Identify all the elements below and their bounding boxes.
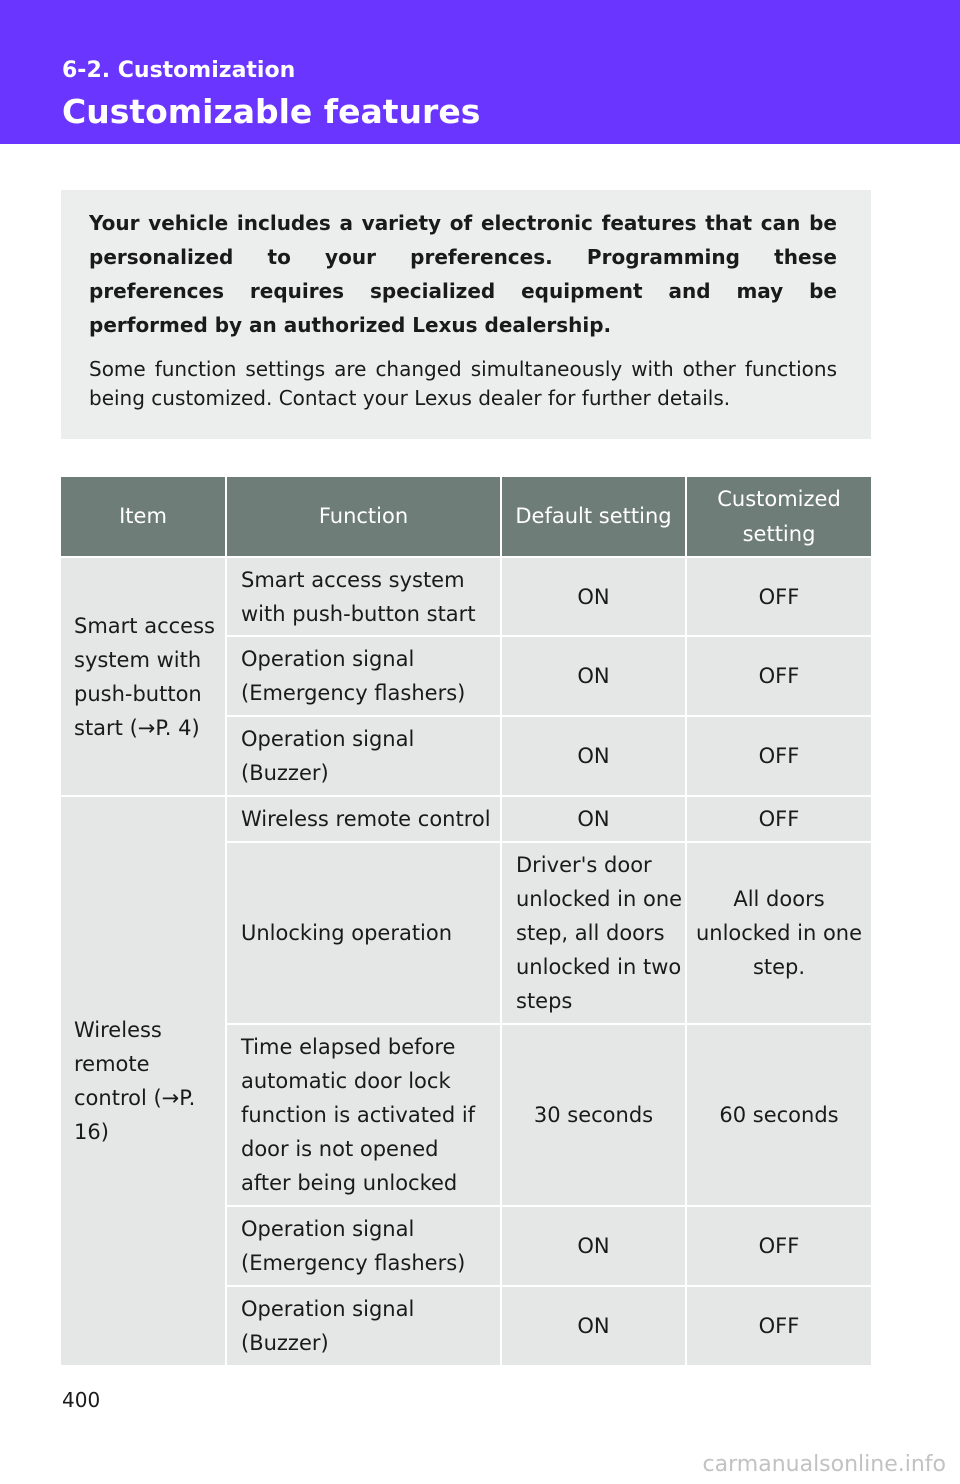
custom-cell: All doors unlocked in one step. <box>686 842 871 1024</box>
chapter-header <box>0 0 960 144</box>
header-default-setting: Default setting <box>501 477 686 557</box>
table-header-row <box>61 477 871 557</box>
custom-cell: OFF <box>686 796 871 842</box>
function-cell: Time elapsed before automatic door lock function is activated if door is not opened after being unlocked <box>226 1024 501 1206</box>
page-number: 400 <box>62 1388 101 1412</box>
default-cell: Driver's door unlocked in one step, all doors unlocked in two steps <box>501 842 686 1024</box>
intro-note: Some function settings are changed simultaneously with other functions being customized. Contact your Lexus dealer for further details. <box>89 357 837 410</box>
table-row <box>61 796 871 842</box>
item-cell-wireless-remote: Wireless remote control (→P. 16) <box>61 796 226 1365</box>
default-cell: ON <box>501 796 686 842</box>
function-cell: Operation signal (Buzzer) <box>226 1286 501 1365</box>
default-cell: ON <box>501 716 686 796</box>
function-cell: Wireless remote control <box>226 796 501 842</box>
custom-cell: OFF <box>686 1286 871 1365</box>
page-title: Customizable features <box>62 92 481 131</box>
header-item: Item <box>61 477 226 557</box>
custom-cell: OFF <box>686 557 871 636</box>
table-row <box>61 557 871 636</box>
features-table <box>61 477 871 1365</box>
default-cell: ON <box>501 636 686 716</box>
custom-cell: OFF <box>686 1206 871 1286</box>
function-cell: Unlocking operation <box>226 842 501 1024</box>
custom-cell: OFF <box>686 636 871 716</box>
function-cell: Operation signal (Emergency flashers) <box>226 1206 501 1286</box>
header-function: Function <box>226 477 501 557</box>
custom-cell: OFF <box>686 716 871 796</box>
intro-text: Your vehicle includes a variety of electronic features that can be personalized to your preferences. Programming these preferences requires specialized equipment and may be performed by an authorized Lexus dealership. <box>89 211 837 337</box>
default-cell: ON <box>501 557 686 636</box>
function-cell: Operation signal (Emergency flashers) <box>226 636 501 716</box>
function-cell: Operation signal (Buzzer) <box>226 716 501 796</box>
watermark: carmanualsonline.info <box>702 1452 946 1477</box>
header-customized-setting: Customized setting <box>686 477 871 557</box>
section-label: 6-2. Customization <box>62 58 296 83</box>
default-cell: ON <box>501 1286 686 1365</box>
item-cell-smart-access: Smart access system with push-button start (→P. 4) <box>61 557 226 796</box>
default-cell: 30 seconds <box>501 1024 686 1206</box>
function-cell: Smart access system with push-button start <box>226 557 501 636</box>
default-cell: ON <box>501 1206 686 1286</box>
intro-box <box>61 190 871 439</box>
custom-cell: 60 seconds <box>686 1024 871 1206</box>
